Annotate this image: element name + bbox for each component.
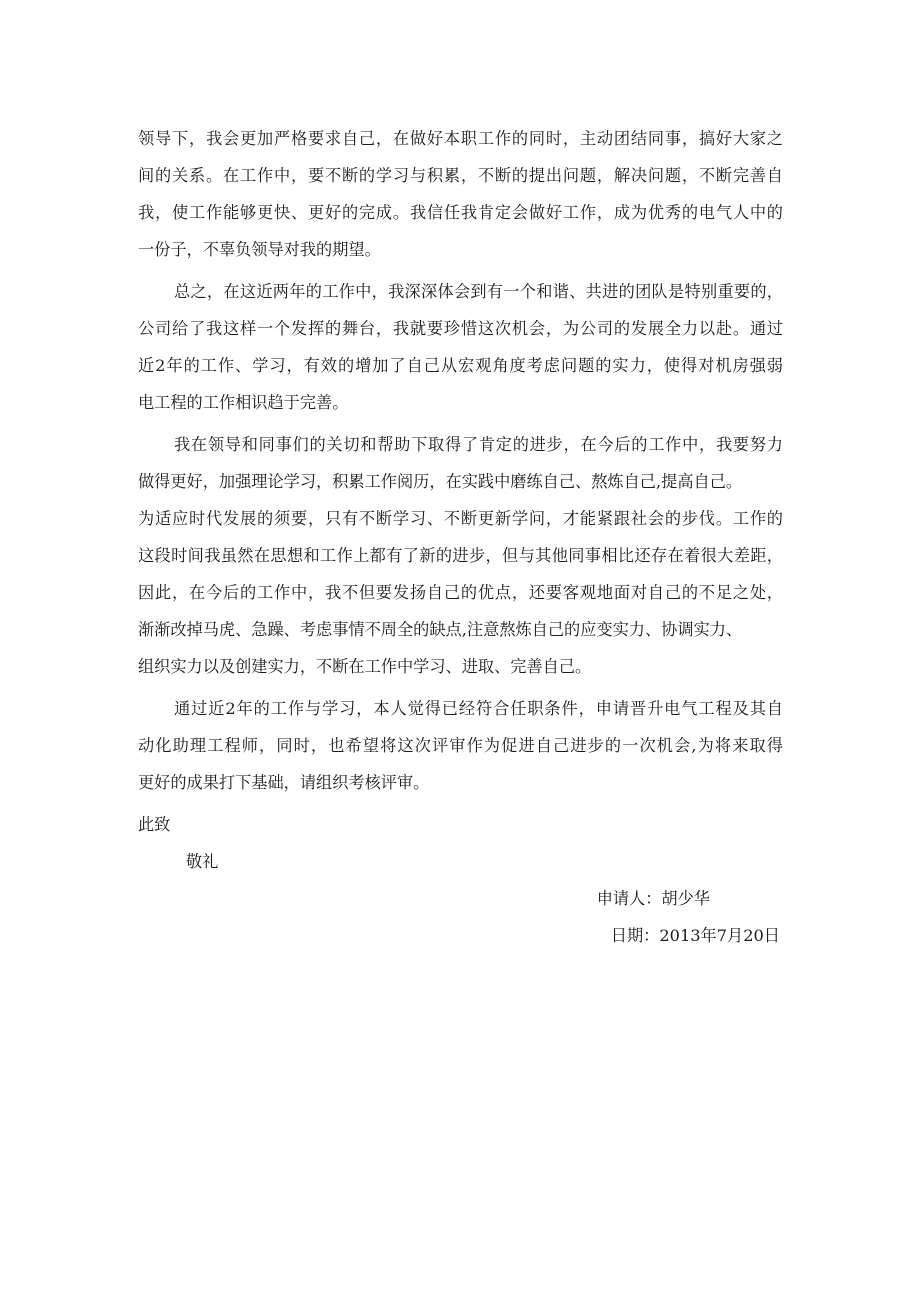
- text-line: 总之，在这近两年的工作中，我深深体会到有一个和谐、共进的团队是特别重要的，: [174, 282, 783, 301]
- text-line: 公司给了我这样一个发挥的舞台，我就要珍惜这次机会，为公司的发展全力以赴。通过: [138, 319, 783, 338]
- closing-salute: 敬礼: [186, 852, 219, 871]
- text-line: 领导下，我会更加严格要求自己，在做好本职工作的同时，主动团结同事，搞好大家之: [138, 129, 783, 148]
- closing-greeting: 此致: [138, 815, 171, 834]
- text-line: 一份子，不辜负领导对我的期望。: [138, 240, 381, 259]
- paragraph-3: [138, 426, 783, 685]
- text-line: 电工程的工作相识趋于完善。: [138, 393, 349, 412]
- text-line: 为适应时代发展的须要，只有不断学习、不断更新学问，才能紧跟社会的步伐。工作的: [138, 509, 783, 528]
- paragraph-4: [138, 690, 783, 801]
- text-line: 做得更好，加强理论学习，积累工作阅历，在实践中磨练自己、熬炼自己,提高自己。: [138, 472, 743, 491]
- text-line: 更好的成果打下基础，请组织考核评审。: [138, 773, 430, 792]
- paragraph-1: [138, 120, 783, 268]
- signature-date: 日期：2013年7月20日: [610, 926, 780, 945]
- text-line: 渐渐改掉马虎、急躁、考虑事情不周全的缺点,注意熬炼自己的应变实力、协调实力、: [138, 620, 743, 639]
- text-line: 组织实力以及创建实力，不断在工作中学习、进取、完善自己。: [138, 657, 592, 676]
- text-line: 我，使工作能够更快、更好的完成。我信任我肯定会做好工作，成为优秀的电气人中的: [138, 203, 783, 222]
- paragraph-2: [138, 273, 783, 421]
- text-line: 间的关系。在工作中，要不断的学习与积累，不断的提出问题，解决问题，不断完善自: [138, 166, 783, 185]
- signature-applicant: 申请人：胡少华: [596, 889, 710, 908]
- text-line: 通过近2年的工作与学习，本人觉得已经符合任职条件，申请晋升电气工程及其自: [174, 699, 783, 718]
- text-line: 我在领导和同事们的关切和帮助下取得了肯定的进步，在今后的工作中，我要努力: [174, 435, 783, 454]
- text-line: 这段时间我虽然在思想和工作上都有了新的进步，但与其他同事相比还存在着很大差距，: [138, 546, 783, 565]
- text-line: 近2年的工作、学习，有效的增加了自己从宏观角度考虑问题的实力，使得对机房强弱: [138, 356, 783, 375]
- letter-body: [138, 120, 783, 954]
- text-line: 动化助理工程师，同时，也希望将这次评审作为促进自己进步的一次机会,为将来取得: [138, 736, 783, 755]
- text-line: 因此，在今后的工作中，我不但要发扬自己的优点，还要客观地面对自己的不足之处，: [138, 583, 783, 602]
